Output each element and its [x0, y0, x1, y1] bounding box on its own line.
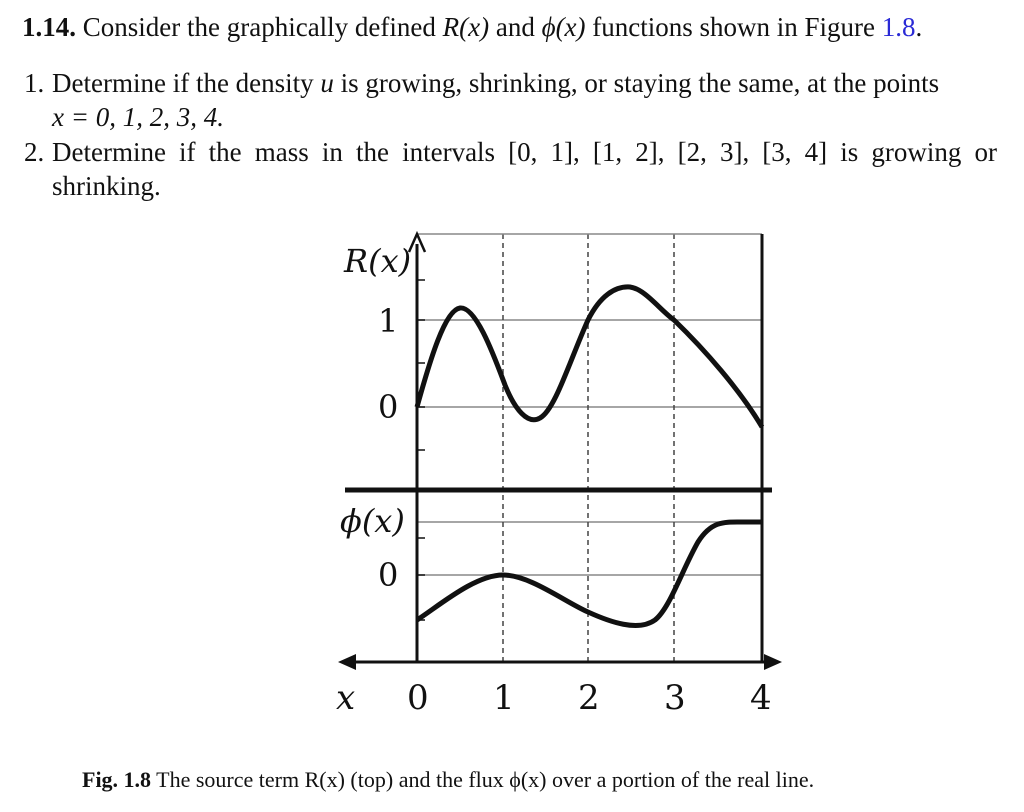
item-points: x = 0, 1, 2, 3, 4. [52, 102, 224, 132]
problem-and: and [495, 12, 535, 42]
bottom-tick-label-0: 0 [378, 556, 399, 594]
x-tick-label-1: 1 [493, 678, 515, 718]
density-variable: u [320, 68, 334, 98]
top-tick-label-0: 0 [378, 388, 399, 426]
x-tick-label-3: 3 [664, 678, 686, 718]
figure [320, 220, 790, 730]
problem-statement [22, 10, 997, 201]
phi-symbol: ϕ(x) [541, 12, 586, 42]
top-y-label: R(x) [344, 242, 412, 280]
bottom-y-label: ϕ(x) [340, 502, 405, 540]
list-item [22, 135, 997, 203]
figure-plot [320, 220, 790, 730]
top-tick-label-1: 1 [378, 302, 399, 340]
item-number: 2. [24, 137, 45, 167]
item-number: 1. [24, 68, 45, 98]
x-axis-left-arrow [338, 654, 356, 670]
caption-text: The source term R(x) (top) and the flux ϕ(x) over a portion of the real line. [156, 767, 815, 792]
figure-caption [82, 766, 814, 794]
R-curve [417, 287, 762, 427]
problem-text-before: Consider the graphically defined [82, 12, 436, 42]
x-axis-right-arrow [764, 654, 782, 670]
problem-number: 1.14. [22, 12, 76, 42]
caption-label: Fig. 1.8 [82, 767, 152, 792]
item-text [52, 66, 997, 134]
x-axis-label: x [336, 678, 356, 718]
problem-header [22, 10, 997, 44]
problem-period: . [915, 12, 923, 42]
phi-curve [417, 522, 762, 626]
x-tick-label-0: 0 [407, 678, 429, 718]
x-tick-label-2: 2 [578, 678, 600, 718]
x-tick-label-4: 4 [750, 678, 772, 718]
problem-text-after: functions shown in Figure [592, 12, 876, 42]
R-symbol: R(x) [442, 12, 490, 42]
item-text: Determine if the mass in the intervals [0, 1], [1, 2], [2, 3], [3, 4] is growing or shrinking. [52, 137, 997, 201]
figure-reference-link[interactable]: 1.8 [881, 12, 916, 42]
list-item [22, 66, 997, 134]
item-text-pre: Determine if the density [52, 68, 314, 98]
item-text-post: is growing, shrinking, or staying the same, at the points [340, 68, 940, 98]
